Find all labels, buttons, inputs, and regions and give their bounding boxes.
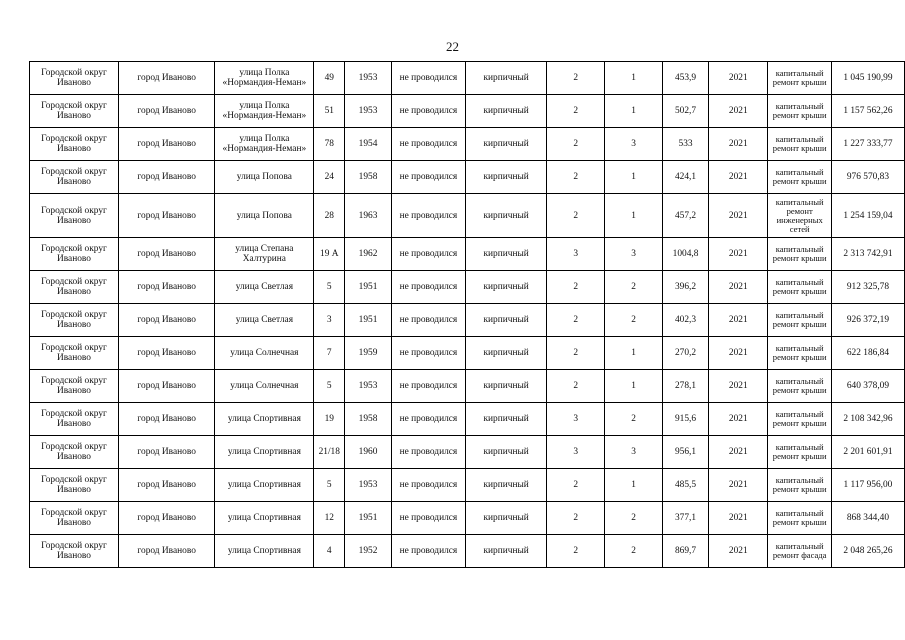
- cell-build-year: 1953: [345, 370, 392, 403]
- cell-plan-year: 2021: [709, 128, 768, 161]
- cell-work-type: капитальный ремонт крыши: [768, 128, 831, 161]
- cell-city: город Иваново: [118, 469, 214, 502]
- cell-plan-year: 2021: [709, 370, 768, 403]
- cell-district: Городской округ Иваново: [30, 95, 119, 128]
- cell-wall-material: кирпичный: [465, 370, 547, 403]
- cell-plan-year: 2021: [709, 436, 768, 469]
- cell-wall-material: кирпичный: [465, 469, 547, 502]
- table-row: [30, 271, 905, 304]
- cell-district: Городской округ Иваново: [30, 403, 119, 436]
- cell-last-repair: не проводился: [391, 95, 465, 128]
- cell-floors: 2: [547, 62, 605, 95]
- cell-city: город Иваново: [118, 238, 214, 271]
- cell-street: улица Степана Халтурина: [215, 238, 314, 271]
- cell-build-year: 1953: [345, 95, 392, 128]
- table-row: [30, 161, 905, 194]
- cell-area: 278,1: [662, 370, 708, 403]
- cell-city: город Иваново: [118, 304, 214, 337]
- cell-wall-material: кирпичный: [465, 194, 547, 238]
- cell-build-year: 1962: [345, 238, 392, 271]
- cell-house-number: 28: [314, 194, 345, 238]
- cell-cost: 868 344,40: [831, 502, 904, 535]
- cell-area: 424,1: [662, 161, 708, 194]
- cell-work-type: капитальный ремонт крыши: [768, 337, 831, 370]
- cell-district: Городской округ Иваново: [30, 238, 119, 271]
- cell-city: город Иваново: [118, 95, 214, 128]
- cell-city: город Иваново: [118, 502, 214, 535]
- cell-city: город Иваново: [118, 535, 214, 568]
- cell-cost: 2 201 601,91: [831, 436, 904, 469]
- cell-last-repair: не проводился: [391, 469, 465, 502]
- cell-cost: 1 254 159,04: [831, 194, 904, 238]
- cell-city: город Иваново: [118, 62, 214, 95]
- cell-street: улица Полка «Нормандия-Неман»: [215, 128, 314, 161]
- cell-entrances: 1: [605, 337, 663, 370]
- cell-floors: 2: [547, 161, 605, 194]
- table-row: [30, 403, 905, 436]
- cell-entrances: 3: [605, 128, 663, 161]
- cell-street: улица Солнечная: [215, 370, 314, 403]
- cell-floors: 2: [547, 271, 605, 304]
- cell-floors: 3: [547, 238, 605, 271]
- cell-last-repair: не проводился: [391, 128, 465, 161]
- cell-district: Городской округ Иваново: [30, 370, 119, 403]
- cell-entrances: 2: [605, 403, 663, 436]
- cell-house-number: 5: [314, 271, 345, 304]
- table-row: [30, 304, 905, 337]
- cell-city: город Иваново: [118, 271, 214, 304]
- cell-entrances: 2: [605, 271, 663, 304]
- cell-cost: 1 117 956,00: [831, 469, 904, 502]
- cell-district: Городской округ Иваново: [30, 128, 119, 161]
- cell-street: улица Полка «Нормандия-Неман»: [215, 95, 314, 128]
- table-row: [30, 370, 905, 403]
- cell-work-type: капитальный ремонт крыши: [768, 62, 831, 95]
- cell-floors: 3: [547, 436, 605, 469]
- cell-floors: 2: [547, 194, 605, 238]
- cell-district: Городской округ Иваново: [30, 194, 119, 238]
- cell-build-year: 1952: [345, 535, 392, 568]
- cell-entrances: 1: [605, 95, 663, 128]
- table-row: [30, 535, 905, 568]
- cell-street: улица Спортивная: [215, 502, 314, 535]
- table-row: [30, 337, 905, 370]
- table-row: [30, 95, 905, 128]
- cell-street: улица Спортивная: [215, 469, 314, 502]
- cell-work-type: капитальный ремонт крыши: [768, 469, 831, 502]
- cell-district: Городской округ Иваново: [30, 436, 119, 469]
- cell-plan-year: 2021: [709, 194, 768, 238]
- cell-city: город Иваново: [118, 161, 214, 194]
- cell-house-number: 51: [314, 95, 345, 128]
- cell-city: город Иваново: [118, 403, 214, 436]
- cell-work-type: капитальный ремонт крыши: [768, 502, 831, 535]
- cell-plan-year: 2021: [709, 238, 768, 271]
- cell-house-number: 5: [314, 469, 345, 502]
- cell-area: 402,3: [662, 304, 708, 337]
- cell-street: улица Светлая: [215, 304, 314, 337]
- cell-house-number: 24: [314, 161, 345, 194]
- cell-last-repair: не проводился: [391, 535, 465, 568]
- cell-area: 1004,8: [662, 238, 708, 271]
- cell-area: 956,1: [662, 436, 708, 469]
- cell-build-year: 1951: [345, 271, 392, 304]
- cell-cost: 1 157 562,26: [831, 95, 904, 128]
- table-row: [30, 128, 905, 161]
- cell-work-type: капитальный ремонт крыши: [768, 238, 831, 271]
- cell-entrances: 2: [605, 304, 663, 337]
- housing-repair-table: [29, 61, 905, 568]
- cell-work-type: капитальный ремонт фасада: [768, 535, 831, 568]
- cell-entrances: 1: [605, 370, 663, 403]
- cell-area: 502,7: [662, 95, 708, 128]
- cell-entrances: 3: [605, 436, 663, 469]
- cell-street: улица Спортивная: [215, 436, 314, 469]
- cell-last-repair: не проводился: [391, 370, 465, 403]
- cell-plan-year: 2021: [709, 304, 768, 337]
- cell-house-number: 4: [314, 535, 345, 568]
- table-row: [30, 502, 905, 535]
- cell-house-number: 7: [314, 337, 345, 370]
- cell-district: Городской округ Иваново: [30, 304, 119, 337]
- cell-district: Городской округ Иваново: [30, 161, 119, 194]
- cell-last-repair: не проводился: [391, 161, 465, 194]
- cell-plan-year: 2021: [709, 271, 768, 304]
- cell-city: город Иваново: [118, 194, 214, 238]
- cell-house-number: 21/18: [314, 436, 345, 469]
- cell-plan-year: 2021: [709, 403, 768, 436]
- cell-area: 869,7: [662, 535, 708, 568]
- cell-district: Городской округ Иваново: [30, 469, 119, 502]
- table-row: [30, 194, 905, 238]
- cell-work-type: капитальный ремонт крыши: [768, 304, 831, 337]
- cell-build-year: 1958: [345, 403, 392, 436]
- cell-street: улица Светлая: [215, 271, 314, 304]
- cell-cost: 1 227 333,77: [831, 128, 904, 161]
- cell-cost: 912 325,78: [831, 271, 904, 304]
- cell-wall-material: кирпичный: [465, 271, 547, 304]
- cell-build-year: 1959: [345, 337, 392, 370]
- cell-last-repair: не проводился: [391, 337, 465, 370]
- cell-street: улица Попова: [215, 194, 314, 238]
- cell-entrances: 2: [605, 502, 663, 535]
- cell-cost: 976 570,83: [831, 161, 904, 194]
- cell-district: Городской округ Иваново: [30, 337, 119, 370]
- cell-last-repair: не проводился: [391, 403, 465, 436]
- cell-entrances: 1: [605, 62, 663, 95]
- table-row: [30, 436, 905, 469]
- cell-work-type: капитальный ремонт крыши: [768, 403, 831, 436]
- cell-wall-material: кирпичный: [465, 535, 547, 568]
- cell-wall-material: кирпичный: [465, 403, 547, 436]
- cell-plan-year: 2021: [709, 62, 768, 95]
- cell-area: 453,9: [662, 62, 708, 95]
- cell-last-repair: не проводился: [391, 194, 465, 238]
- cell-area: 485,5: [662, 469, 708, 502]
- cell-plan-year: 2021: [709, 95, 768, 128]
- cell-street: улица Солнечная: [215, 337, 314, 370]
- cell-city: город Иваново: [118, 436, 214, 469]
- cell-last-repair: не проводился: [391, 271, 465, 304]
- page-number: 22: [446, 39, 459, 54]
- cell-work-type: капитальный ремонт крыши: [768, 271, 831, 304]
- cell-last-repair: не проводился: [391, 304, 465, 337]
- cell-house-number: 19: [314, 403, 345, 436]
- cell-house-number: 3: [314, 304, 345, 337]
- cell-area: 377,1: [662, 502, 708, 535]
- cell-wall-material: кирпичный: [465, 436, 547, 469]
- cell-build-year: 1963: [345, 194, 392, 238]
- cell-district: Городской округ Иваново: [30, 271, 119, 304]
- cell-plan-year: 2021: [709, 337, 768, 370]
- cell-plan-year: 2021: [709, 502, 768, 535]
- cell-wall-material: кирпичный: [465, 128, 547, 161]
- cell-entrances: 1: [605, 161, 663, 194]
- table-row: [30, 469, 905, 502]
- cell-area: 270,2: [662, 337, 708, 370]
- cell-floors: 2: [547, 535, 605, 568]
- cell-build-year: 1958: [345, 161, 392, 194]
- cell-entrances: 2: [605, 535, 663, 568]
- cell-district: Городской округ Иваново: [30, 535, 119, 568]
- cell-build-year: 1953: [345, 62, 392, 95]
- table-body: [30, 62, 905, 568]
- cell-floors: 2: [547, 469, 605, 502]
- cell-plan-year: 2021: [709, 161, 768, 194]
- cell-build-year: 1951: [345, 304, 392, 337]
- cell-street: улица Полка «Нормандия-Неман»: [215, 62, 314, 95]
- cell-area: 915,6: [662, 403, 708, 436]
- cell-wall-material: кирпичный: [465, 95, 547, 128]
- cell-work-type: капитальный ремонт крыши: [768, 370, 831, 403]
- cell-plan-year: 2021: [709, 469, 768, 502]
- cell-cost: 1 045 190,99: [831, 62, 904, 95]
- cell-floors: 2: [547, 128, 605, 161]
- cell-floors: 2: [547, 370, 605, 403]
- cell-cost: 2 048 265,26: [831, 535, 904, 568]
- cell-street: улица Спортивная: [215, 403, 314, 436]
- cell-last-repair: не проводился: [391, 238, 465, 271]
- cell-city: город Иваново: [118, 128, 214, 161]
- cell-entrances: 1: [605, 469, 663, 502]
- cell-work-type: капитальный ремонт крыши: [768, 436, 831, 469]
- cell-district: Городской округ Иваново: [30, 502, 119, 535]
- cell-build-year: 1953: [345, 469, 392, 502]
- cell-cost: 640 378,09: [831, 370, 904, 403]
- cell-wall-material: кирпичный: [465, 62, 547, 95]
- cell-floors: 2: [547, 304, 605, 337]
- cell-work-type: капитальный ремонт крыши: [768, 161, 831, 194]
- cell-build-year: 1951: [345, 502, 392, 535]
- cell-house-number: 12: [314, 502, 345, 535]
- cell-floors: 3: [547, 403, 605, 436]
- cell-floors: 2: [547, 337, 605, 370]
- cell-build-year: 1960: [345, 436, 392, 469]
- cell-street: улица Спортивная: [215, 535, 314, 568]
- cell-wall-material: кирпичный: [465, 337, 547, 370]
- cell-last-repair: не проводился: [391, 62, 465, 95]
- cell-house-number: 78: [314, 128, 345, 161]
- cell-house-number: 19 А: [314, 238, 345, 271]
- cell-area: 533: [662, 128, 708, 161]
- cell-area: 396,2: [662, 271, 708, 304]
- cell-cost: 2 108 342,96: [831, 403, 904, 436]
- cell-build-year: 1954: [345, 128, 392, 161]
- cell-wall-material: кирпичный: [465, 238, 547, 271]
- cell-street: улица Попова: [215, 161, 314, 194]
- cell-house-number: 49: [314, 62, 345, 95]
- cell-area: 457,2: [662, 194, 708, 238]
- table-row: [30, 62, 905, 95]
- cell-plan-year: 2021: [709, 535, 768, 568]
- cell-city: город Иваново: [118, 370, 214, 403]
- cell-cost: 622 186,84: [831, 337, 904, 370]
- cell-floors: 2: [547, 95, 605, 128]
- cell-last-repair: не проводился: [391, 436, 465, 469]
- cell-district: Городской округ Иваново: [30, 62, 119, 95]
- cell-cost: 926 372,19: [831, 304, 904, 337]
- cell-entrances: 1: [605, 194, 663, 238]
- cell-cost: 2 313 742,91: [831, 238, 904, 271]
- cell-house-number: 5: [314, 370, 345, 403]
- cell-city: город Иваново: [118, 337, 214, 370]
- cell-last-repair: не проводился: [391, 502, 465, 535]
- cell-wall-material: кирпичный: [465, 502, 547, 535]
- cell-wall-material: кирпичный: [465, 304, 547, 337]
- cell-work-type: капитальный ремонт крыши: [768, 95, 831, 128]
- cell-work-type: капитальный ремонт инженерных сетей: [768, 194, 831, 238]
- cell-entrances: 3: [605, 238, 663, 271]
- cell-wall-material: кирпичный: [465, 161, 547, 194]
- cell-floors: 2: [547, 502, 605, 535]
- table-row: [30, 238, 905, 271]
